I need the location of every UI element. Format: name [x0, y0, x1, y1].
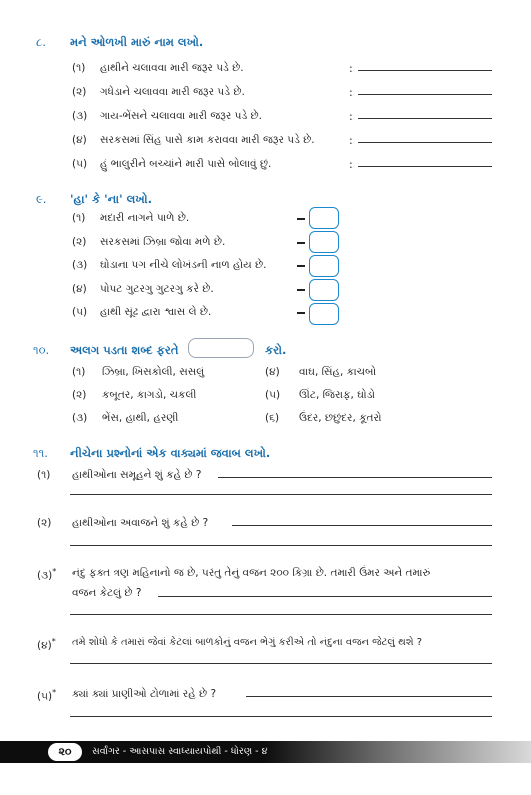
q8-heading: મને ઓળખી મારું નામ લખો. [70, 35, 204, 49]
q11-item-2-text: હાથીઓના અવાજને શું કહે છે ? [72, 517, 209, 529]
q9-number: ૯. [36, 192, 47, 206]
q10-item-6-num: (૬) [265, 412, 280, 424]
q9-item-3-text: ઘોડાના પગ નીચે લોખંડની નાળ હોય છે. [100, 259, 267, 271]
q8-item-2-text: ગધેડાને ચલાવવા મારી જરૂર પડે છે. [100, 86, 245, 98]
q11-item-3-star: * [52, 567, 57, 576]
q9-item-4-num: (૪) [72, 283, 87, 295]
q8-answer-line-5[interactable] [358, 166, 492, 167]
page-number: ૨૦ [48, 743, 82, 761]
q11-number: ૧૧. [33, 446, 48, 460]
q10-heading-end: કરો. [265, 343, 287, 357]
q11-item-5-star: * [52, 688, 57, 697]
q11-answer-line-2a[interactable] [232, 525, 492, 526]
q8-answer-line-1[interactable] [358, 70, 492, 71]
q10-item-2-text: કબૂતર, કાગડો, ચકલી [102, 389, 197, 401]
q8-item-1-text: હાથીને ચલાવવા મારી જરૂર પડે છે. [100, 62, 244, 74]
q9-answer-box-5[interactable] [309, 303, 339, 325]
q9-item-3-num: (૩) [72, 259, 88, 271]
q9-dash-4 [297, 289, 305, 291]
q8-item-5-colon: : [349, 158, 353, 171]
q9-item-2-text: સરકસમાં ઝિબ્રા જોવા મળે છે. [100, 236, 226, 248]
q8-item-4-colon: : [349, 134, 353, 147]
q10-item-4-num: (૪) [265, 366, 280, 378]
q11-heading: નીચેના પ્રશ્નોનાં એક વાક્યમાં જવાબ લખો. [70, 446, 271, 460]
q11-item-5-text: ક્યાં ક્યાં પ્રાણીઓ ટોળામાં રહે છે ? [72, 688, 217, 700]
q10-item-1-num: (૧) [72, 366, 86, 378]
q9-answer-box-1[interactable] [309, 207, 339, 229]
q8-answer-line-3[interactable] [358, 118, 492, 119]
q9-item-4-text: પોપટ ગુટરગુ ગુટરગુ કરે છે. [100, 283, 214, 295]
q11-item-3-num [37, 567, 56, 583]
q9-dash-2 [297, 242, 305, 244]
q8-item-3-text: ગાય-ભેંસને ચલાવવા મારી જરૂર પડે છે. [100, 110, 263, 122]
q10-item-3-num: (૩) [72, 412, 88, 424]
q11-answer-line-2b[interactable] [70, 545, 492, 546]
q9-heading: 'હા' કે 'ના' લખો. [70, 192, 152, 206]
q11-item-5-num-text: (૫) [37, 690, 53, 703]
q8-number: ૮. [36, 35, 46, 49]
q8-item-1-colon: : [349, 62, 353, 75]
q11-item-4-num [37, 637, 56, 653]
q8-item-2-colon: : [349, 86, 353, 99]
q11-item-1-num: (૧) [37, 469, 51, 481]
q10-item-1-text: ઝિબ્રા, ખિસકોલી, સસલું [102, 366, 205, 378]
q9-answer-box-2[interactable] [309, 231, 339, 253]
footer-title: સર્વાંગર - આસપાસ સ્વાધ્યાયપોથી - ધોરણ - ૪ [92, 746, 268, 757]
q10-item-2-num: (૨) [72, 389, 87, 401]
q8-item-4-num: (૪) [72, 134, 87, 146]
q11-item-4-text: તમે શોધો કે તમારાં જેવાં કેટલાં બાળકોનું વજન ભેગું કરીએ તો નંદુના વજન જેટલું થશે ? [72, 637, 423, 648]
footer-bar-gradient [265, 741, 531, 763]
q11-answer-line-3b[interactable] [70, 614, 492, 615]
q9-answer-box-3[interactable] [309, 255, 339, 277]
q8-item-4-text: સરકસમાં સિંહ પાસે કામ કરાવવા મારી જરૂર પડે છે. [100, 134, 315, 146]
q11-item-3-text: નંદુ ફક્ત ત્રણ મહિનાનો જ છે, પરંતુ તેનું વજન ૨૦૦ કિગ્રા છે. તમારી ઉંમર અને તમારું [72, 567, 431, 579]
q10-item-5-text: ઊંટ, જિરાફ, ઘોડો [299, 389, 375, 401]
q8-item-3-colon: : [349, 110, 353, 123]
q11-item-3-text2: વજન કેટલું છે ? [72, 587, 142, 599]
q11-item-4-star: * [51, 637, 56, 646]
q8-item-1-num: (૧) [72, 62, 86, 74]
q9-answer-box-4[interactable] [309, 279, 339, 301]
q8-item-2-num: (૨) [72, 86, 87, 98]
q11-answer-line-1a[interactable] [218, 477, 492, 478]
q10-item-6-text: ઉંદર, છછુંદર, કૂતરો [299, 412, 382, 424]
q11-answer-line-1b[interactable] [70, 494, 492, 495]
q10-item-3-text: ભેંસ, હાથી, હરણી [102, 412, 179, 424]
q8-answer-line-2[interactable] [358, 94, 492, 95]
q9-item-2-num: (૨) [72, 236, 87, 248]
q10-item-4-text: વાઘ, સિંહ, કાચબો [299, 366, 377, 378]
q9-item-5-num: (૫) [72, 306, 88, 318]
q8-item-5-num: (૫) [72, 158, 88, 170]
q8-answer-line-4[interactable] [358, 142, 492, 143]
q9-dash-3 [297, 265, 305, 267]
q9-dash-5 [297, 312, 305, 314]
q11-item-5-num [37, 688, 56, 704]
q11-answer-line-5a[interactable] [246, 696, 492, 697]
q10-item-5-num: (૫) [265, 389, 281, 401]
q11-item-2-num: (૨) [37, 517, 52, 529]
q9-item-1-text: મદારી નાગને પાળે છે. [100, 212, 190, 224]
q11-answer-line-5b[interactable] [70, 716, 492, 717]
q9-dash-1 [297, 218, 305, 220]
q11-item-4-num-text: (૪) [37, 639, 52, 652]
q10-number: ૧૦. [33, 343, 50, 357]
q10-heading: અલગ પડતા શબ્દ ફરતે [70, 343, 179, 357]
q8-item-5-text: હું ભાલુરીને બચ્ચાંને મારી પાસે બોલાવું છું. [100, 158, 272, 170]
q9-item-5-text: હાથી સૂંઢ દ્વારા શ્વાસ લે છે. [100, 306, 212, 318]
q11-answer-line-3a[interactable] [158, 596, 492, 597]
q11-item-3-num-text: (૩) [37, 569, 53, 582]
q11-answer-line-4[interactable] [70, 663, 492, 664]
q11-item-1-text: હાથીઓના સમૂહને શું કહે છે ? [72, 469, 202, 481]
q10-circle-pill [188, 338, 254, 358]
q9-item-1-num: (૧) [72, 212, 86, 224]
q8-item-3-num: (૩) [72, 110, 88, 122]
